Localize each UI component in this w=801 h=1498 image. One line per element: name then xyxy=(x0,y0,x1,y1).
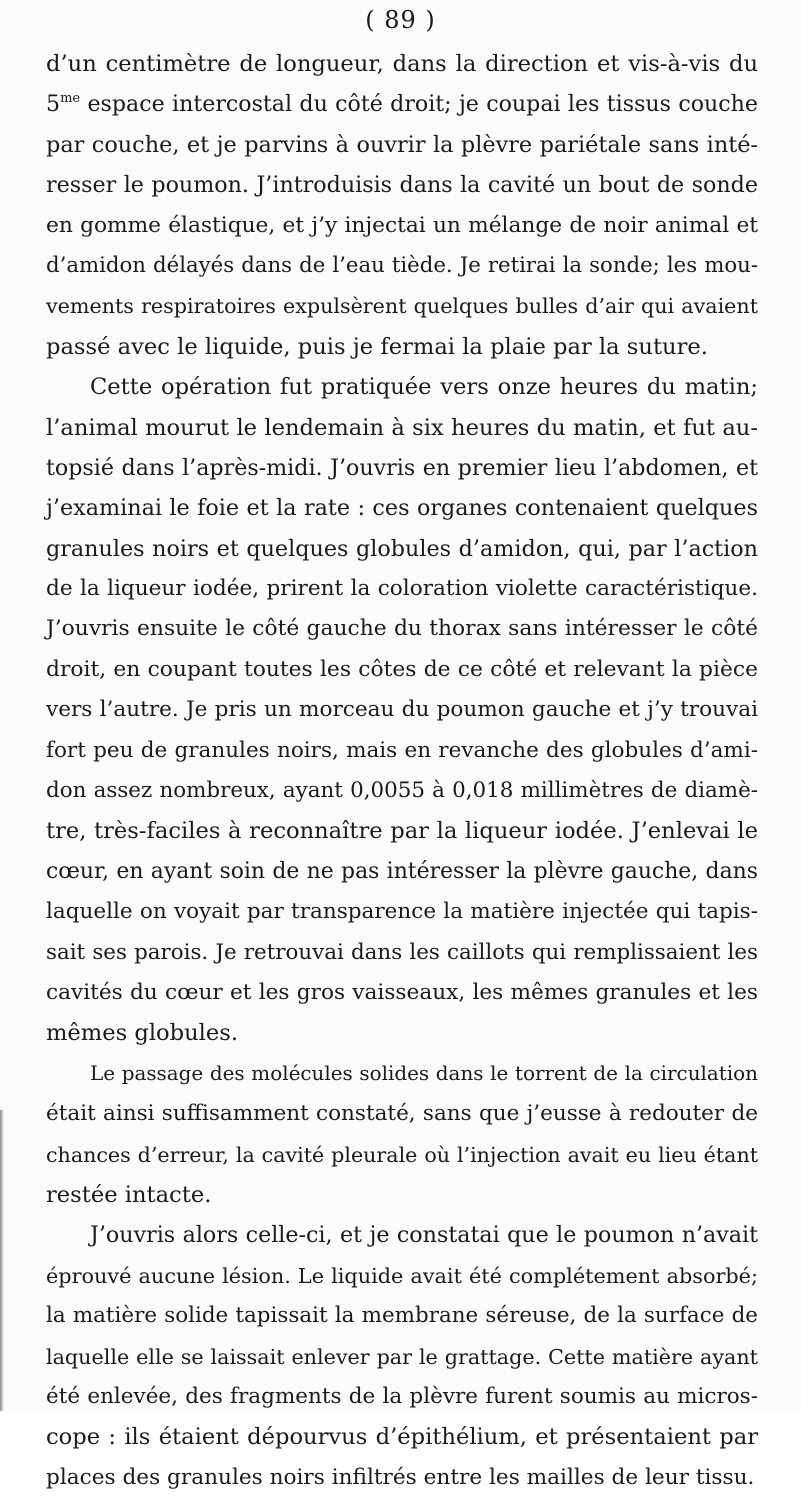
text-line: de la liqueur iodée, prirent la coloration violette caractéristique. xyxy=(46,576,758,602)
paragraph-start-line: Cette opération fut pratiquée vers onze heures du matin; xyxy=(90,374,758,401)
body-text xyxy=(46,44,758,1498)
ordinal-suffix: me xyxy=(60,91,81,107)
text-line: restée intacte. xyxy=(46,1181,212,1208)
paragraph-start-line: J’ouvris alors celle-ci, et je constatai que le poumon n’avait xyxy=(90,1222,758,1249)
text-line xyxy=(46,84,758,124)
text-line: don assez nombreux, ayant 0,0055 à 0,018 millimètres de diamè- xyxy=(46,778,758,804)
text-line: cope : ils étaient dépourvus d’épithélium, et présentaient par xyxy=(46,1424,758,1451)
text-line: éprouvé aucune lésion. Le liquide avait été complétement absorbé; xyxy=(46,1263,758,1288)
line-continuation: espace intercostal du côté droit; je coupai les tissus couche xyxy=(80,91,758,118)
text-line: la matière solide tapissait la membrane séreuse, de la surface de xyxy=(46,1303,758,1329)
text-line: d’amidon délayés dans de l’eau tiède. Je retirai la sonde; les mou- xyxy=(46,252,758,278)
text-line: passé avec le liquide, puis je fermai la plaie par la suture. xyxy=(46,333,708,360)
text-line: été enlevée, des fragments de la plèvre furent soumis au micros- xyxy=(46,1383,758,1409)
text-line: en gomme élastique, et j’y injectai un mélange de noir animal et xyxy=(46,212,758,238)
text-line: laquelle elle se laissait enlever par le grattage. Cette matière ayant xyxy=(46,1344,758,1369)
text-line: places des granules noirs infiltrés entre les mailles de leur tissu. xyxy=(46,1464,755,1490)
text-line: mêmes globules. xyxy=(46,1020,239,1047)
text-line: vers l’autre. Je pris un morceau du poumon gauche et j’y trouvai xyxy=(46,697,758,723)
scan-edge-shadow xyxy=(0,1110,4,1411)
text-line: était ainsi suffisamment constaté, sans que j’eusse à redouter de xyxy=(46,1101,758,1127)
text-line: fort peu de granules noirs, mais en revanche des globules d’ami- xyxy=(46,737,758,763)
page-number: ( 89 ) xyxy=(365,6,436,34)
text-line: l’animal mourut le lendemain à six heures du matin, et fut au- xyxy=(46,414,758,441)
text-line: tre, très-faciles à reconnaître par la liqueur iodée. J’enlevai le xyxy=(46,818,758,845)
text-line: J’ouvris ensuite le côté gauche du thorax sans intéresser le côté xyxy=(46,616,758,642)
text-line: cœur, en ayant soin de ne pas intéresser la plèvre gauche, dans xyxy=(46,858,758,884)
text-line: laquelle on voyait par transparence la matière injectée qui tapis- xyxy=(46,899,758,925)
text-line: j’examinai le foie et la rate : ces organes contenaient quelques xyxy=(46,495,758,522)
text-line: par couche, et je parvins à ouvrir la plèvre pariétale sans inté- xyxy=(46,131,758,158)
text-line: sait ses parois. Je retrouvai dans les caillots qui remplissaient les xyxy=(46,939,758,965)
paragraph-start-line: Le passage des molécules solides dans le torrent de la circulation xyxy=(90,1061,758,1085)
text-line: resser le poumon. J’introduisis dans la cavité un bout de sonde xyxy=(46,172,758,199)
ordinal-number: 5 xyxy=(46,91,61,118)
text-line: cavités du cœur et les gros vaisseaux, les mêmes granules et les xyxy=(46,979,758,1005)
text-line: topsié dans l’après-midi. J’ouvris en premier lieu l’abdomen, et xyxy=(46,454,758,481)
text-line: d’un centimètre de longueur, dans la direction et vis-à-vis du xyxy=(46,51,758,77)
text-line: chances d’erreur, la cavité pleurale où l’injection avait eu lieu étant xyxy=(46,1142,758,1167)
text-line: vements respiratoires expulsèrent quelques bulles d’air qui avaient xyxy=(46,294,758,319)
text-line: granules noirs et quelques globules d’amidon, qui, par l’action xyxy=(46,535,758,562)
text-line: droit, en coupant toutes les côtes de ce côté et relevant la pièce xyxy=(46,656,758,682)
